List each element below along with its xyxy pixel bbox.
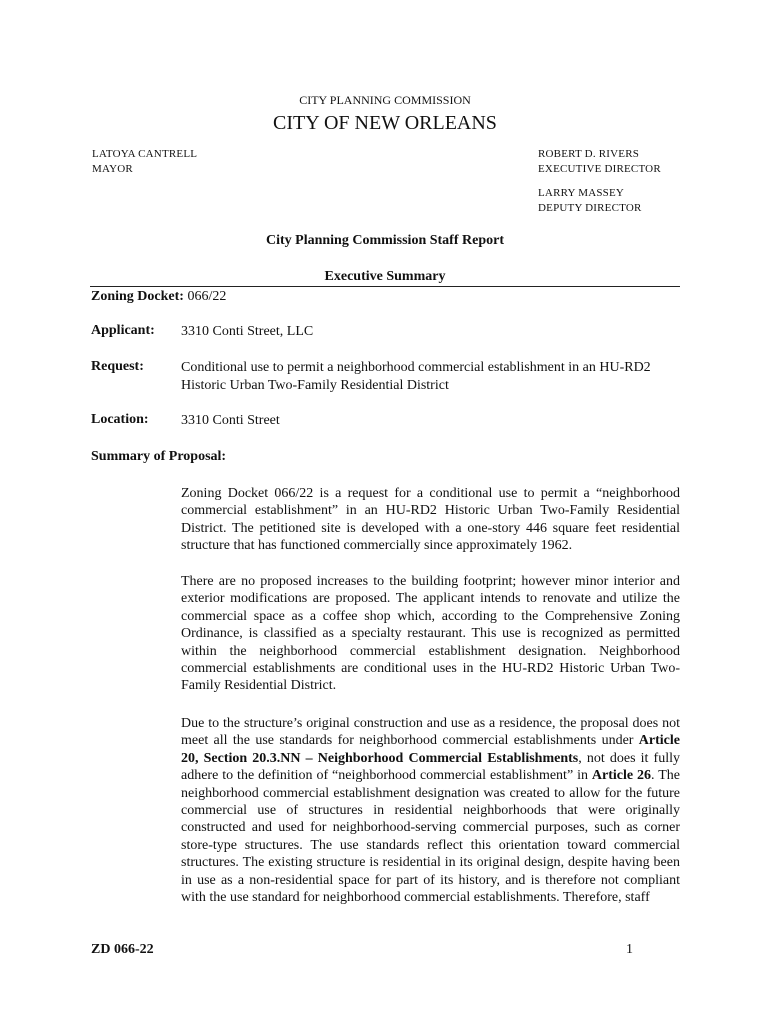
report-title: City Planning Commission Staff Report <box>265 233 504 248</box>
article-26-reference: Article 26 <box>591 768 652 784</box>
director-title: EXECUTIVE DIRECTOR <box>538 163 661 175</box>
zoning-docket-label: Zoning Docket: <box>91 289 184 304</box>
footer-docket: ZD 066-22 <box>91 942 154 957</box>
deputy-title: DEPUTY DIRECTOR <box>538 202 642 214</box>
deputy-block <box>538 186 642 216</box>
location-label: Location: <box>91 412 149 427</box>
paragraph-3-text-a: Due to the structure’s original construction and use as a residence, the proposal does not meet all the use standards for neighborhood commercial establishments under <box>181 716 680 749</box>
mayor-block <box>92 147 197 177</box>
deputy-name: LARRY MASSEY <box>538 187 625 199</box>
summary-paragraph-1: Zoning Docket 066/22 is a request for a conditional use to permit a “neighborhood commercial establishment” in an HU-RD2 Historic Urban Two-Family Residential District. The petitioned site is developed with a one-story 446 square feet residential structure that has functioned commercially since approximately 1962. <box>181 486 680 554</box>
city-name: CITY OF NEW ORLEANS <box>273 112 497 134</box>
mayor-title: MAYOR <box>92 163 133 175</box>
mayor-name: LATOYA CANTRELL <box>92 148 198 160</box>
applicant-value: 3310 Conti Street, LLC <box>181 324 314 339</box>
zoning-docket-value: 066/22 <box>187 289 227 304</box>
applicant-label: Applicant: <box>91 323 155 338</box>
director-block <box>538 147 661 177</box>
paragraph-3-text-b: , not does it fully adhere to the definition of “neighborhood commercial establishment” in <box>181 750 680 784</box>
request-label: Request: <box>91 359 144 374</box>
heading-rule <box>90 286 680 287</box>
summary-heading: Summary of Proposal: <box>91 449 227 464</box>
paragraph-3-text-c: . The neighborhood commercial establishment designation was created to allow for the future commercial use of structures in residential neighborhoods that were originally constructed and used for neighborhood-serving commercial purposes, such as corner store-type structures. The use standards reflect this orientation toward commercial structures. The existing structure is residential in its original design, despite having been in use as a non-residential space for part of its history, and is therefore not compliant with the use standard for neighborhood commercial establishments. Therefore, staff <box>181 768 680 906</box>
section-heading: Executive Summary <box>324 269 446 284</box>
commission-name: CITY PLANNING COMMISSION <box>299 93 471 107</box>
zoning-docket-field <box>91 288 226 305</box>
request-value: Conditional use to permit a neighborhood commercial establishment in an HU-RD2 Historic Urban Two-Family Residential District <box>181 360 651 393</box>
summary-paragraph-3 <box>181 715 680 906</box>
director-name: ROBERT D. RIVERS <box>538 148 640 160</box>
location-value: 3310 Conti Street <box>181 413 280 428</box>
summary-paragraph-2: There are no proposed increases to the building footprint; however minor interior and exterior modifications are proposed. The applicant intends to renovate and utilize the commercial space as a coffee shop which, according to the Comprehensive Zoning Ordinance, is classified as a specialty restaurant. This use is recognized as permitted within the neighborhood commercial establishment designation. Neighborhood commercial establishments are conditional uses in the HU-RD2 Historic Urban Two-Family Residential District. <box>181 574 680 694</box>
article-20-reference: Article 20, Section 20.3.NN – Neighborhood Commercial Establishments <box>181 733 680 766</box>
page-number: 1 <box>626 942 633 957</box>
